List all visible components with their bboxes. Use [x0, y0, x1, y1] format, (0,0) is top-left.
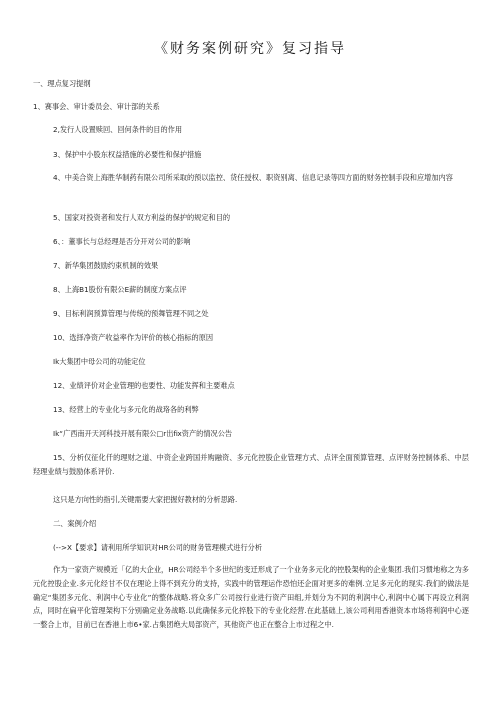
outline-item-6: 6、：董事长与总经理是否分开对公司的影响	[53, 237, 191, 246]
outline-item-9: 9、目标利润预算管理与传统的预舞管理不同之处	[53, 309, 209, 318]
outline-item-7: 7、新华集团鼓励约束机制的效果	[53, 261, 159, 270]
section-heading-case-intro: 二、案例介绍	[53, 519, 97, 528]
outline-item-1: 1、赛事会、审计委员会、审计部的关系	[33, 102, 160, 111]
case-body-paragraph: 作为一家资产规模近「亿的大企业，HR公司经半个多世纪的变迁形成了一个业务多元化的控股架构的企业集团.我们习惯地称之为多元化控股企业.多元化经甘不仅在理论上得不到充分的支持，实践中的管理运作恐怕还企面对更多的难例.立足多元化的现实.我们的做法是确定“集团多元化、利润中心专业化”的整体战略.将众多广公司按行业进行资产田组,并划分为不同的利润中心,利润中心属下再设立利润点，同时在扁平化管理架构下分别确定业务战略.以此确保多元化捽股下的专业化经营.在此基础上,该公司利用香港资本市场将利润中心逐一整合上市，目前已在香港上市6•家.占集团绝大局部资产，其他资产也正在整合上市过程之中.	[33, 565, 469, 630]
outline-item-8: 8、上海B1股份有限公E薪的制度方案点评	[53, 285, 187, 294]
case-requirement: (-->X【要求】请利用所学知识对HR公司的财务管理模式进行分析	[53, 543, 263, 552]
section-heading-review-outline: 一、理点复习提纲	[33, 79, 91, 88]
guidance-note: 这只是方向性的指引,关键需要大家把握好教材的分析思路.	[53, 495, 238, 504]
outline-item-11: Ik大集团中母公司的功能定位	[53, 357, 146, 366]
outline-item-14: Ik“广西南开天河科技开展有限公□r出fⅸ资产的情况公告	[53, 429, 233, 438]
outline-item-10: 10、选择净资产收益率作为评价的核心指标的原因	[53, 333, 214, 342]
outline-item-4: 4、中美合资上海胜华制药有限公司所采取的预以监控、货任授权、职资别离、信息记录等四方面的财务控制手段和应增加内容	[53, 173, 453, 182]
outline-item-5: 5、国家对投资者和发行人双方利益的保护的规定和目的	[53, 213, 231, 222]
outline-item-13: 13、经营上的专业化与多元化的战珞各的利弊	[53, 405, 199, 414]
document-title: 《财务案例研究》复习指导	[154, 41, 346, 57]
outline-item-15: 15、分析仅征化仟的理财之道、中资企业跨国并购融资、多元化控股企业管理方式、点评全面预算管理、点评财务控制体系、中层羟理业绩与鼓励体系评价.	[33, 453, 469, 476]
outline-item-3: 3、保护中小股东权益措施的必要性和保护措施	[53, 150, 202, 159]
outline-item-12: 12、业绩评价对企业管理的也要性、功能发挥和主要难点	[53, 381, 235, 390]
outline-item-2: 2,发行人设置赎回、回何条件的目的作用	[53, 125, 183, 134]
